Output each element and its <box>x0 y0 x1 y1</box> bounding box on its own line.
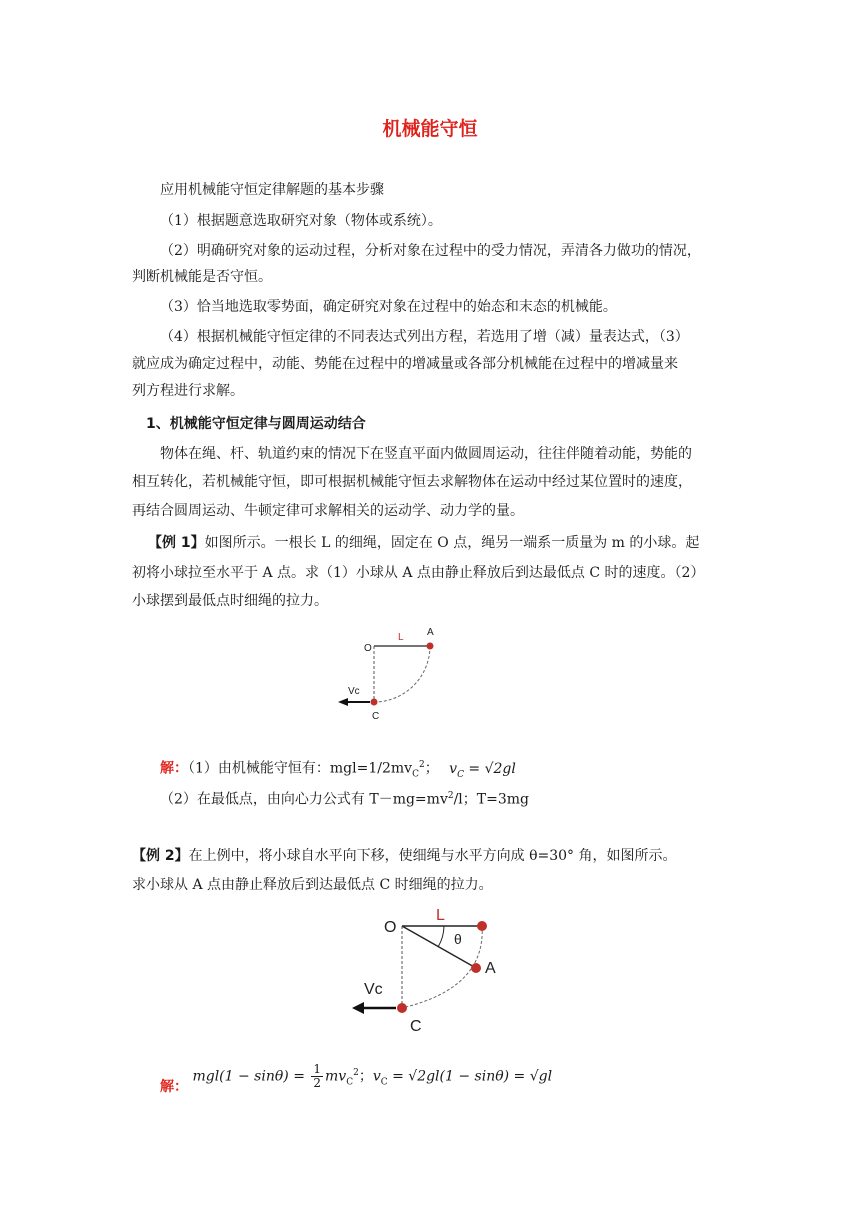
example-1-line-1 <box>148 533 699 553</box>
label-theta: θ <box>454 931 462 947</box>
solution-2-text-b: /l；T=3mg <box>453 791 530 808</box>
page-title: 机械能守恒 <box>382 118 478 140</box>
section-1-para-line-2: 相互转化，若机械能守恒，即可根据机械能守恒去求解物体在运动中经过某位置时的速度， <box>132 474 692 490</box>
solution-1-sep: ； <box>424 760 439 777</box>
example-2-text-1: 在上例中，将小球自水平向下移，使细绳与水平方向成 θ=30° 角，如图所示。 <box>188 848 677 864</box>
velocity-arrowhead <box>338 698 348 706</box>
step-4-line-1: （4）根据机械能守恒定律的不同表达式列出方程，若选用了增（减）量表达式，（3） <box>160 329 689 345</box>
example-2-label: 【例 2】 <box>132 848 189 864</box>
fraction-denominator: 2 <box>313 1076 322 1091</box>
label-c: C <box>372 711 380 722</box>
step-1: （1）根据题意选取研究对象（物体或系统）。 <box>160 213 442 229</box>
solution-label: 解： <box>160 1078 188 1095</box>
example-1-label: 【例 1】 <box>148 535 205 551</box>
math-eq: = √2gl <box>463 760 516 777</box>
label-o: O <box>364 643 372 654</box>
example-1-solution-2 <box>160 786 529 810</box>
solution-mid-sub: C <box>346 1077 354 1088</box>
solution-1-text: （1）由机械能守恒有：mgl=1/2mv <box>188 760 413 777</box>
solution-1-sub: C <box>412 769 419 780</box>
solution-1-sup: 2 <box>418 760 425 770</box>
math-v-sub: C <box>457 769 464 780</box>
example-2-solution <box>160 1060 552 1095</box>
ball-start <box>477 921 487 931</box>
example-1-text-1: 如图所示。一根长 L 的细绳，固定在 O 点，绳另一端系一质量为 m 的小球。起 <box>204 535 700 551</box>
label-a: A <box>485 960 496 977</box>
example-1-line-2: 初将小球拉至水平于 A 点。求（1）小球从 A 点由静止释放后到达最低点 C 时的速度。（2） <box>132 565 705 581</box>
example-1-figure <box>330 618 460 728</box>
step-4-line-3: 列方程进行求解。 <box>132 383 244 399</box>
label-c: C <box>410 1018 422 1035</box>
solution-right-eq: = √2gl(1 − sinθ) = √gl <box>387 1068 553 1085</box>
rope-angled <box>402 926 476 968</box>
example-2-line-1 <box>132 846 677 866</box>
example-1-line-3: 小球摆到最低点时细绳的拉力。 <box>132 593 328 609</box>
example-2-line-2: 求小球从 A 点由静止释放后到达最低点 C 时细绳的拉力。 <box>132 877 493 893</box>
solution-mid-sup: 2 <box>353 1068 359 1078</box>
step-2-line-1: （2）明确研究对象的运动过程，分析对象在过程中的受力情况，弄清各力做功的情况， <box>160 243 701 259</box>
ball-c <box>397 1003 407 1013</box>
ball-c <box>371 699 378 706</box>
solution-sep: ； <box>358 1068 373 1085</box>
solution-right-sub: C <box>380 1077 388 1088</box>
velocity-arrowhead <box>352 1002 364 1014</box>
swing-arc <box>374 646 430 702</box>
solution-label: 解： <box>160 760 188 777</box>
ball-a <box>427 643 434 650</box>
label-o: O <box>384 919 397 936</box>
fraction-numerator: 1 <box>313 1062 322 1077</box>
fraction <box>311 1063 323 1090</box>
solution-math-right: v <box>372 1068 381 1085</box>
label-l: L <box>436 907 445 924</box>
solution-math-mid: mv <box>325 1068 347 1085</box>
angle-arc <box>438 926 444 947</box>
label-a: A <box>427 627 434 638</box>
label-vc: Vc <box>348 686 360 697</box>
step-4-line-2: 就应成为确定过程中，动能、势能在过程中的增减量或各部分机械能在过程中的增减量来 <box>132 356 678 372</box>
section-1-heading: 1、机械能守恒定律与圆周运动结合 <box>146 416 366 432</box>
label-vc: Vc <box>364 981 383 998</box>
solution-1-math <box>449 760 516 780</box>
math-v: v <box>449 760 458 777</box>
step-3: （3）恰当地选取零势面，确定研究对象在过程中的始态和末态的机械能。 <box>160 299 617 315</box>
section-1-para-line-1: 物体在绳、杆、轨道约束的情况下在竖直平面内做圆周运动，往往伴随着动能，势能的 <box>160 446 692 462</box>
intro-heading: 应用机械能守恒定律解题的基本步骤 <box>160 182 384 198</box>
section-1-para-line-3: 再结合圆周运动、牛顿定律可求解相关的运动学、动力学的量。 <box>132 503 524 519</box>
solution-2-text-a: （2）在最低点，由向心力公式有 T－mg=mv <box>160 791 448 808</box>
example-2-figure <box>340 898 520 1038</box>
solution-2-sup: 2 <box>447 791 454 801</box>
step-2-line-2: 判断机械能是否守恒。 <box>132 269 272 285</box>
label-l: L <box>398 632 404 643</box>
ball-a <box>471 963 481 973</box>
solution-math-left: mgl(1 − sinθ) = <box>192 1068 310 1085</box>
example-1-solution-1 <box>160 755 516 784</box>
